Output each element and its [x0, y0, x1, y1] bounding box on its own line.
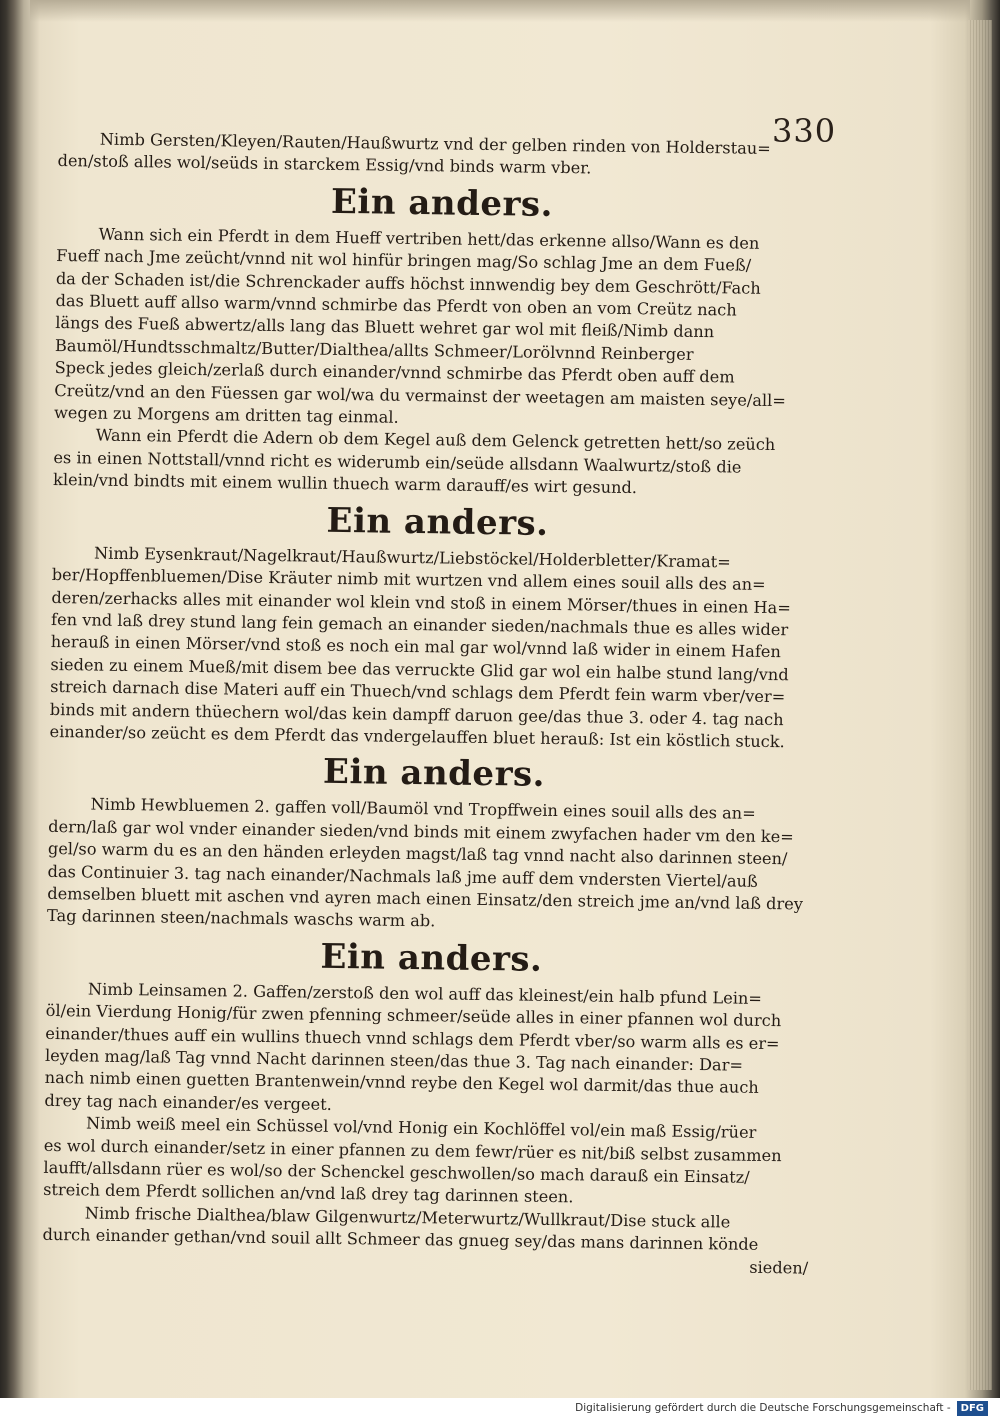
text-line: sieden zu einem Mueß/mit disem bee das verruckte Glid gar wol ein halbe stund lang/vnd [50, 654, 789, 684]
paragraph [57, 128, 828, 184]
text-line: es wol durch einander/setz in einer pfannen zu dem fewr/rüer es nit/biß selbst zusammen [43, 1135, 782, 1165]
text-line: wegen zu Morgens am dritten tag einmal. [53, 403, 399, 427]
digitization-footer [0, 1398, 1000, 1418]
text-line: öl/ein Vierdung Honig/für zwen pfenning schmeer/seüde alles in einer pfannen wol durch [45, 1001, 782, 1031]
text-line: ber/Hopffenbluemen/Dise Kräuter nimb mit wurtzen vnd allem eines souil alls des an= [51, 565, 766, 595]
text-line: Nimb Gersten/Kleyen/Rauten/Haußwurtz vnd der gelben rinden von Holderstau= [99, 129, 771, 158]
text-line: gel/so warm du es an den händen erleyden magst/laß tag vnnd nacht also darinnen steen/ [47, 839, 788, 869]
text-line: laufft/allsdann rüer es wol/so der Schenckel geschwollen/so mach darauß ein Einsatz/ [43, 1157, 750, 1187]
text-line: drey tag nach einander/es vergeet. [44, 1090, 332, 1114]
page-top-shadow [30, 0, 970, 22]
text-line: demselben bluett mit aschen vnd ayren mach einen Einsatz/den streich jme an/vnd laß drey [47, 883, 804, 914]
paragraph [47, 793, 819, 938]
paragraph [44, 978, 816, 1123]
section-heading: Ein anders. [320, 936, 543, 980]
text-line: Baumöl/Hundtsschmaltz/Butter/Dialthea/allts Schmeer/Lorölvnnd Reinberger [54, 335, 694, 364]
page-edges [968, 20, 992, 1390]
text-line: sieden/ [749, 1257, 809, 1278]
text-line: Nimb Hewbluemen 2. gaffen voll/Baumöl vnd Tropffwein eines souil alls des an= [90, 794, 756, 824]
paragraph [43, 1112, 814, 1212]
text-line: es in einen Nottstall/vnnd richt es widerumb ein/seüde allsdann Waalwurtz/stoß die [53, 447, 742, 477]
text-line: da der Schaden ist/die Schrenckader auffs höchst innwendig bey dem Geschrött/Fach [55, 268, 761, 298]
footer-text: Digitalisierung gefördert durch die Deutsche Forschungsgemeinschaft - [575, 1402, 951, 1414]
text-line: längs des Fueß abwertz/alls lang das Bluett wehret gar wol mit fleiß/Nimb dann [55, 313, 715, 342]
section-heading: Ein anders. [330, 181, 554, 225]
text-line: herauß in einen Mörser/vnd stoß es noch ein mal gar wol/vnnd laß wider in einem Hafen [50, 632, 782, 662]
text-line: deren/zerhacks alles mit einander wol klein vnd stoß in einem Mörser/thues in einen Ha= [51, 587, 791, 617]
text-line: leyden mag/laß Tag vnnd Nacht darinnen steen/das thue 3. Tag nach einander: Dar= [44, 1045, 744, 1075]
text-line: Nimb frische Dialthea/blaw Gilgenwurtz/Meterwurtz/Wullkraut/Dise stuck alle [84, 1203, 731, 1232]
text-line: das Continuier 3. tag nach einander/Nachmals laß jme auff dem vndersten Viertel/auß [47, 861, 758, 891]
text-line: Fueff nach Jme zeücht/vnnd nit wol hinfür bringen mag/So schlag Jme an dem Fueß/ [56, 246, 752, 275]
document-body [42, 128, 828, 1280]
section-heading: Ein anders. [326, 500, 549, 544]
text-line: binds mit andern thüechern wol/das kein dampff daruon gee/das thue 3. oder 4. tag nach [49, 699, 784, 729]
text-line: den/stoß alles wol/seüds in starckem Essig/vnd binds warm vber. [57, 151, 592, 178]
text-line: einander/so zeücht es dem Pferdt das vndergelauffen bluet herauß: Ist ein köstlich stuck. [49, 721, 785, 752]
text-line: dern/laß gar wol vnder einander sieden/vnd binds mit einem zwyfachen hader vm den ke= [48, 816, 794, 847]
paragraph [54, 223, 827, 435]
text-line: Creütz/vnd an den Füessen gar wol/wa du vermainst der weetagen am maisten seye/all= [54, 380, 787, 410]
text-line: klein/vnd bindts mit einem wullin thuech warm darauff/es wirt gesund. [52, 470, 638, 498]
text-line: durch einander gethan/vnd souil allt Schmeer das gnueg sey/das mans darinnen könde [42, 1225, 759, 1255]
text-line: fen vnd laß drey stund lang fein gemach an einander sieden/nachmals thue es alles wider [51, 609, 789, 640]
text-line: einander/thues auff ein wullins thuech vnnd schlags dem Pferdt vber/so warm alls es er= [45, 1023, 780, 1053]
text-line: Speck jedes gleich/zerlaß durch einander/vnnd schmirbe das Pferdt oben auff dem [54, 358, 735, 387]
text-line: streich darnach dise Materi auff ein Thuech/vnd schlags dem Pferdt fein warm vber/ver= [50, 677, 786, 707]
text-line: Nimb Leinsamen 2. Gaffen/zerstoß den wol auff das kleinest/ein halb pfund Lein= [87, 979, 763, 1008]
text-line: Nimb weiß meel ein Schüssel vol/vnd Honig ein Kochlöffel vol/ein maß Essig/rüer [85, 1113, 757, 1143]
paragraph [49, 542, 822, 754]
text-line: Wann sich ein Pferdt in dem Hueff vertriben hett/das erkenne allso/Wann es den [98, 224, 760, 253]
text-line: Wann ein Pferdt die Adern ob dem Kegel auß dem Gelenck getretten hett/so zeüch [95, 426, 776, 455]
text-line: Tag darinnen steen/nachmals waschs warm ab. [46, 906, 436, 931]
paragraph [42, 1202, 813, 1280]
page-number: 330 [772, 112, 837, 150]
section-heading: Ein anders. [322, 752, 546, 796]
text-line: nach nimb einen guetten Brantenwein/vnnd reybe den Kegel wol darmit/das thue auch [44, 1068, 759, 1098]
paragraph [53, 424, 824, 502]
dfg-logo: DFG [957, 1401, 988, 1416]
text-line: das Bluett auff allso warm/vnnd schmirbe das Pferdt von oben an vom Creütz nach [55, 291, 737, 320]
text-line: streich dem Pferdt sollichen an/vnd laß drey tag darinnen steen. [43, 1180, 574, 1207]
text-line: Nimb Eysenkraut/Nagelkraut/Haußwurtz/Liebstöckel/Holderbletter/Kramat= [93, 543, 731, 572]
